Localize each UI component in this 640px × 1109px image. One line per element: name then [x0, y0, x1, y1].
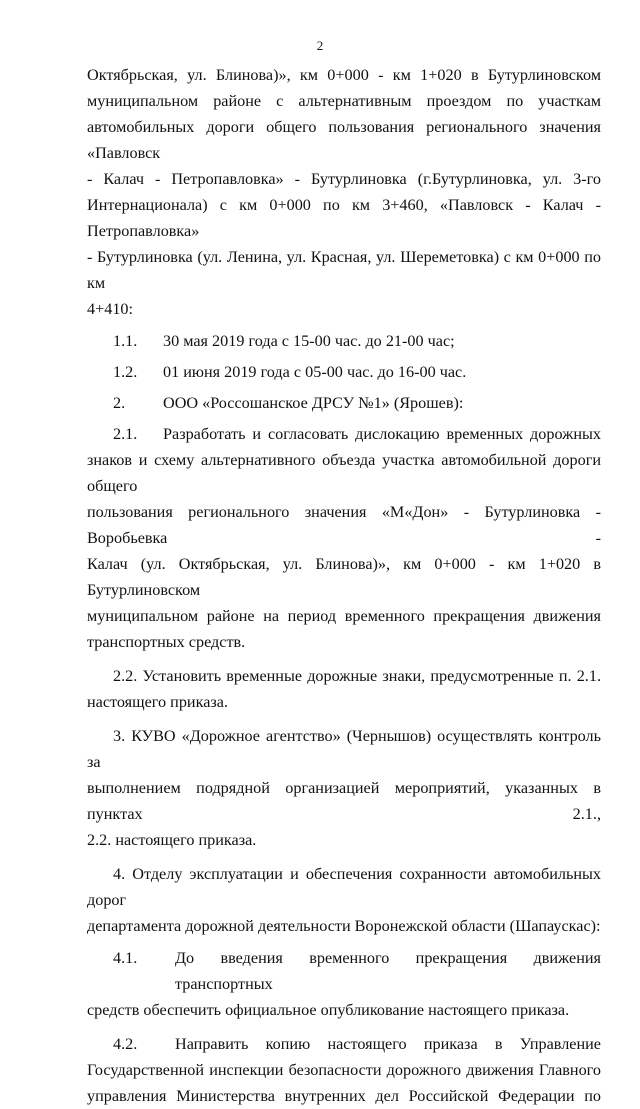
- text-line: автомобильных дороги общего пользования регионального значения «Павловск: [87, 118, 601, 162]
- text-line: Интернационала) с км 0+000 по км 3+460, «Павловск - Калач - Петропавловка»: [87, 196, 601, 240]
- list-item-1-1: [87, 328, 601, 354]
- document-body: [87, 62, 601, 1109]
- text-line: департамента дорожной деятельности Воронежской области (Шапаускас):: [87, 917, 601, 935]
- item-text: До введения временного прекращения движения транспортных: [175, 949, 601, 993]
- list-item-4-1: [87, 945, 601, 997]
- item-text: Разработать и согласовать дислокацию временных дорожных: [163, 425, 601, 443]
- list-item-2-1: [87, 421, 601, 447]
- text-line: 2.2. настоящего приказа.: [87, 831, 257, 849]
- item-number: 2.: [113, 394, 126, 412]
- text-line: пользования регионального значения «М«Дон» - Бутурлиновка - Воробьевка -: [87, 503, 601, 547]
- item-number: 4.2.: [113, 1035, 138, 1053]
- list-item-4-2: [87, 1031, 601, 1057]
- list-item-1-2: [87, 359, 601, 385]
- text-line: управления Министерства внутренних дел Российской Федерации по: [87, 1087, 601, 1105]
- item-number: 2.1.: [113, 425, 138, 443]
- text-line: транспортных средств.: [87, 633, 246, 651]
- page-number: 2: [316, 38, 324, 53]
- text-line: средств обеспечить официальное опубликование настоящего приказа.: [87, 1001, 570, 1019]
- item-text: 01 июня 2019 года с 05-00 час. до 16-00 час.: [163, 363, 467, 381]
- text-line: муниципальном районе на период временного прекращения движения: [87, 607, 601, 625]
- item-number: 1.2.: [113, 363, 138, 381]
- text-line: выполнением подрядной организацией мероприятий, указанных в пунктах 2.1.,: [87, 779, 601, 823]
- paragraph-2-2: 2.2. Установить временные дорожные знаки, предусмотренные п. 2.1.: [113, 667, 601, 685]
- text-line: знаков и схему альтернативного объезда участка автомобильной дороги общего: [87, 451, 601, 495]
- text-line: - Бутурлиновка (ул. Ленина, ул. Красная, ул. Шереметовка) с км 0+000 по км: [87, 248, 601, 292]
- text-line: Калач (ул. Октябрьская, ул. Блинова)», км 0+000 - км 1+020 в Бутурлиновском: [87, 555, 601, 599]
- list-item-2: [87, 390, 601, 416]
- item-text: ООО «Россошанское ДРСУ №1» (Ярошев):: [163, 394, 464, 412]
- text-line: - Калач - Петропавловка» - Бутурлиновка (г.Бутурлиновка, ул. 3-го: [87, 170, 601, 188]
- text-line: настоящего приказа.: [87, 693, 228, 711]
- item-number: 4.1.: [113, 949, 138, 967]
- text-line: Октябрьская, ул. Блинова)», км 0+000 - км 1+020 в Бутурлиновском: [87, 66, 601, 84]
- text-line: Государственной инспекции безопасности дорожного движения Главного: [87, 1061, 601, 1079]
- item-text: Направить копию настоящего приказа в Управление: [175, 1035, 601, 1053]
- text-line: муниципальном районе с альтернативным проездом по участкам: [87, 92, 601, 110]
- text-line: 4+410:: [87, 300, 134, 318]
- paragraph-3: 3. КУВО «Дорожное агентство» (Чернышов) осуществлять контроль за: [87, 727, 601, 771]
- item-number: 1.1.: [113, 332, 138, 350]
- paragraph-4: 4. Отделу эксплуатации и обеспечения сохранности автомобильных дорог: [87, 865, 601, 909]
- item-text: 30 мая 2019 года с 15-00 час. до 21-00 час;: [163, 332, 455, 350]
